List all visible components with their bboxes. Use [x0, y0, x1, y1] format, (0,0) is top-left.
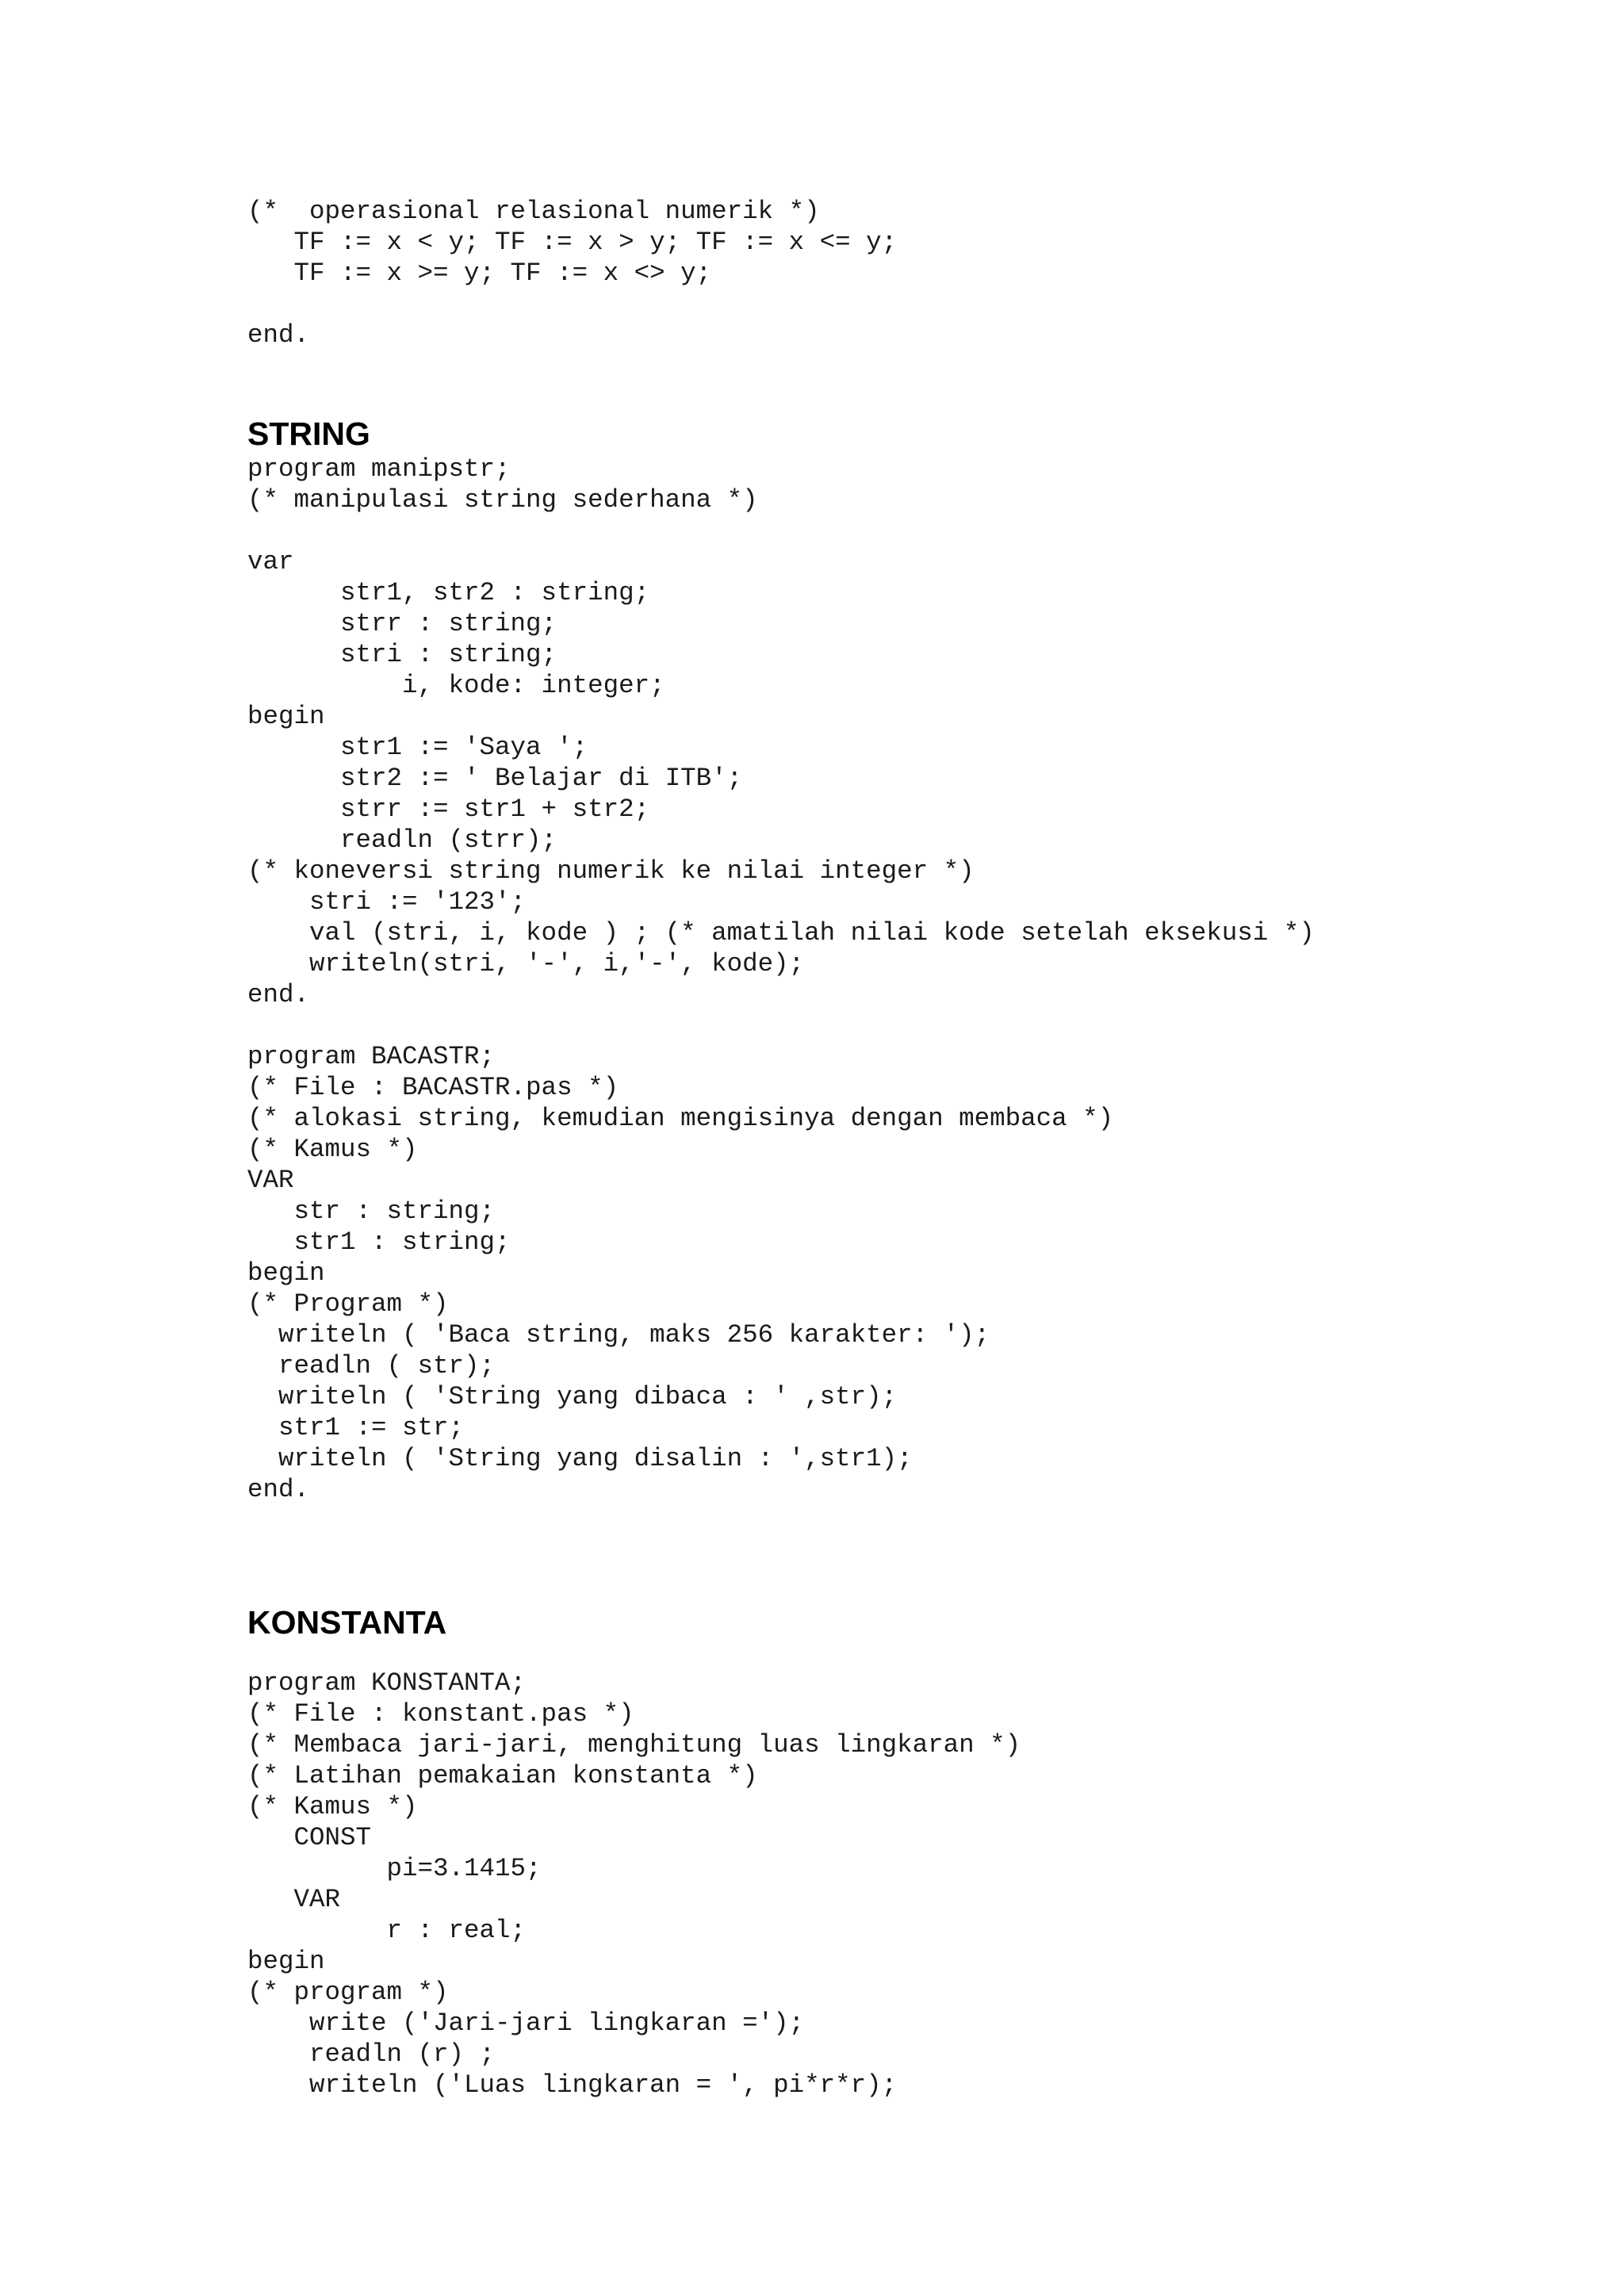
code-line: write ('Jari-jari lingkaran ='); [247, 2009, 805, 2038]
code-line: (* manipulasi string sederhana *) [247, 485, 758, 515]
code-line: str1 : string; [247, 1227, 511, 1257]
code-line: TF := x >= y; TF := x <> y; [247, 259, 712, 288]
code-line: strr : string; [247, 609, 557, 638]
code-line: (* File : BACASTR.pas *) [247, 1073, 619, 1102]
code-line: (* Kamus *) [247, 1792, 418, 1821]
code-line: str1 := str; [247, 1413, 465, 1442]
code-line: program BACASTR; [247, 1042, 496, 1071]
code-line: stri : string; [247, 640, 557, 669]
code-line: str : string; [247, 1197, 496, 1226]
code-line [247, 1010, 1315, 1041]
code-line: readln (strr); [247, 825, 557, 855]
code-line: (* Program *) [247, 1289, 449, 1319]
code-line: writeln ( 'Baca string, maks 256 karakter: '); [247, 1320, 990, 1350]
code-line: readln (r) ; [247, 2039, 496, 2069]
code-line: begin [247, 1947, 325, 1976]
code-line: CONST [247, 1823, 372, 1852]
section-heading-konstanta: KONSTANTA [247, 1604, 447, 1641]
code-line: end. [247, 1475, 310, 1504]
code-line: val (stri, i, kode ) ; (* amatilah nilai kode setelah eksekusi *) [247, 918, 1315, 948]
code-block-konstanta [247, 1668, 1021, 2101]
code-line: i, kode: integer; [247, 671, 665, 700]
code-line: strr := str1 + str2; [247, 795, 650, 824]
code-line: str1 := 'Saya '; [247, 733, 588, 762]
code-line: program manipstr; [247, 454, 511, 484]
code-block-relasional [247, 196, 897, 350]
code-line: end. [247, 320, 310, 350]
code-line: (* Latihan pemakaian konstanta *) [247, 1761, 758, 1790]
code-line: (* Kamus *) [247, 1135, 418, 1164]
code-line: (* alokasi string, kemudian mengisinya dengan membaca *) [247, 1104, 1114, 1133]
code-line: begin [247, 1258, 325, 1288]
code-line: writeln(stri, '-', i,'-', kode); [247, 949, 805, 978]
code-line: begin [247, 702, 325, 731]
code-line: var [247, 547, 294, 576]
code-line: VAR [247, 1166, 294, 1195]
code-line: writeln ( 'String yang disalin : ',str1); [247, 1444, 913, 1473]
code-line: (* program *) [247, 1978, 449, 2007]
code-line: (* koneversi string numerik ke nilai integer *) [247, 856, 975, 886]
code-line: (* Membaca jari-jari, menghitung luas lingkaran *) [247, 1730, 1021, 1760]
code-line: writeln ( 'String yang dibaca : ' ,str); [247, 1382, 898, 1411]
code-line: (* File : konstant.pas *) [247, 1699, 634, 1729]
code-line: readln ( str); [247, 1351, 496, 1381]
code-line: program KONSTANTA; [247, 1668, 527, 1698]
section-heading-string: STRING [247, 416, 370, 452]
code-line: pi=3.1415; [247, 1854, 542, 1883]
code-line [247, 515, 1315, 546]
code-line: stri := '123'; [247, 887, 527, 917]
code-line [247, 289, 897, 320]
code-line: r : real; [247, 1916, 527, 1945]
code-line: writeln ('Luas lingkaran = ', pi*r*r); [247, 2070, 898, 2100]
code-block-manipstr [247, 454, 1315, 1505]
code-line: str2 := ' Belajar di ITB'; [247, 764, 743, 793]
code-line: str1, str2 : string; [247, 578, 650, 607]
code-line: VAR [247, 1885, 341, 1914]
code-line: TF := x < y; TF := x > y; TF := x <= y; [247, 228, 898, 257]
code-line: (* operasional relasional numerik *) [247, 197, 820, 226]
code-line: end. [247, 980, 310, 1009]
